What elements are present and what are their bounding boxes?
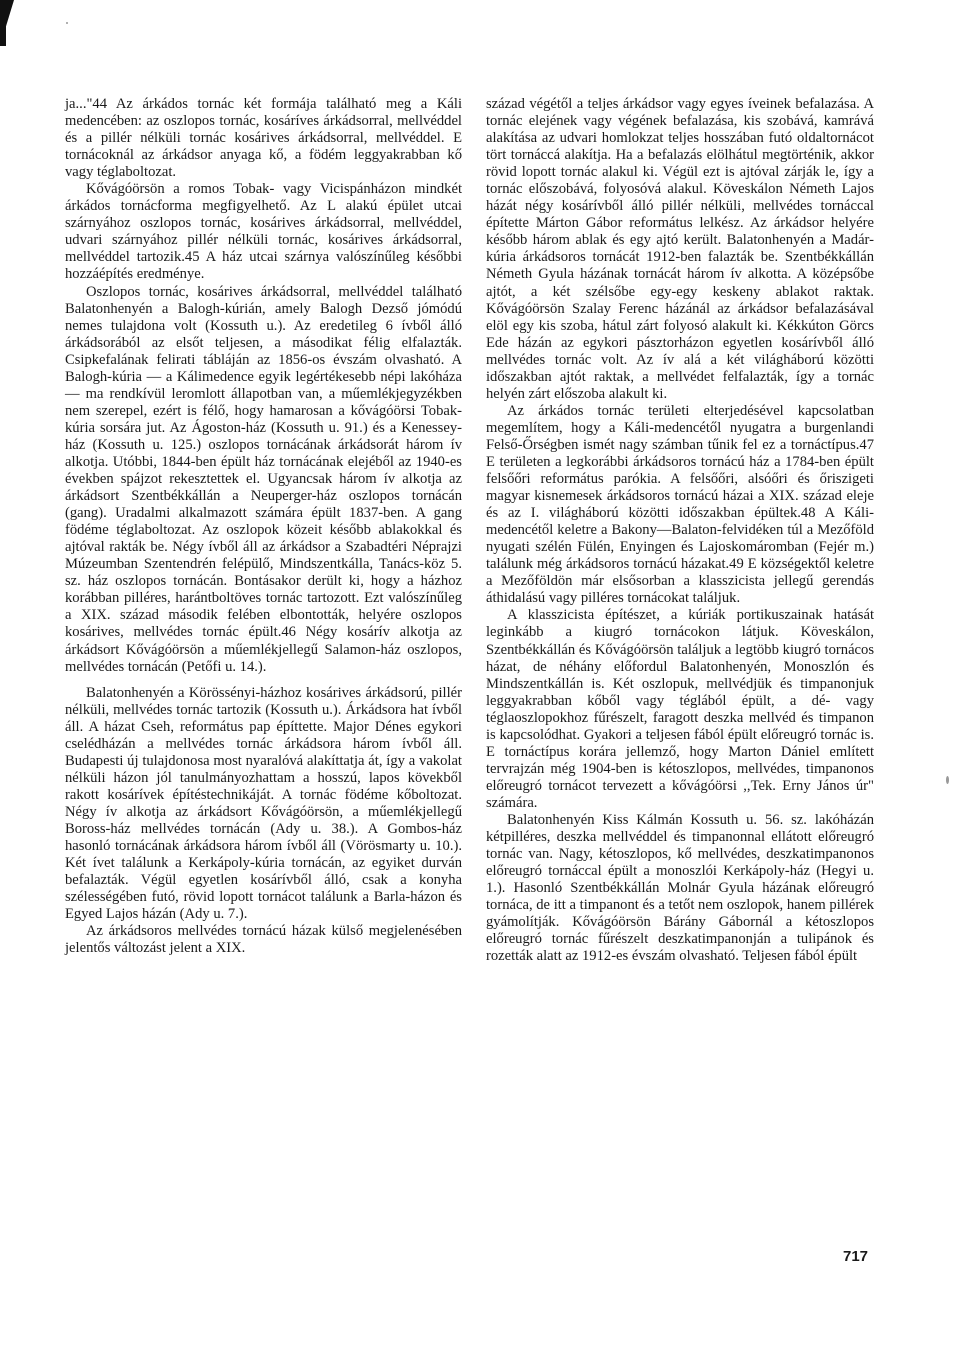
page-number: 717 [843, 1248, 869, 1265]
paragraph: Az árkádsoros mellvédes tornácú házak külső megjelenésében jelentős változást jelent a XIX. [65, 923, 462, 957]
left-column [65, 96, 462, 957]
right-column [486, 96, 874, 965]
paragraph: Kővágóörsön a romos Tobak- vagy Vicispánházon mindkét árkádos tornácforma megfigyelhető. Az L alakú épület utcai szárnyához oszlopos tornác, kosárives árkádsorral, mellvéddel, udvari szárnyához pillér nélküli tornác, kosárives árkádsorral, mellvéddel tartozik.45 A ház utcai szárnya valószínűleg későbbi hozzáépítés eredménye. [65, 181, 462, 283]
paragraph: Oszlopos tornác, kosárives árkádsorral, mellvéddel található Balatonhenyén a Balogh-kúrián, amely Balogh Dezső jómódú nemes tulajdona volt (Kossuth u.). Az eredetileg 6 ívből álló árkádsorából az elsőt teljesen, a másodikat félig elfalazták. Csipkefalának felirati tábláján az 1856-os évszám olvasható. A Balogh-kúria — a Kálimedence egyik legértékesebb népi lakóháza — ma rendkívül leromlott állapotban van, a műemlékjegyzékben nem szerepel, ezért is félő, hogy hamarosan a kővágóörsi Tobak-kúria sorsára jut. Az Ágoston-ház (Kossuth u. 91.) és a Kenessey-ház (Kossuth u. 125.) oszlopos tornácának árkádsorát három ív alkotja. Utóbbi, 1844-ben épült ház tornácának elejéből az 1940-es években spájzot rekesztettek el. Ugyancsak három ív alkotja az árkádsort Szentbékkállán a Neuperger-ház oszlopos tornácán (gang). Uradalmi alkalmazott számára épült 1837-ben. A gang födéme téglaboltozat. Az oszlopok közeit később ablakokkal és ajtóval rakták be. Négy ívből áll az árkádsor a Szabadtéri Néprajzi Múzeumban Szentendrén felépülő, Mindszentkálla, Tanács-köz 5. sz. ház oszlopos tornácán. Bontásakor derült ki, hogy a házhoz korábban pilléres, harántboltöves tornác tartozott. Ezt valószínűleg a XIX. század második felében elbontották, helyére oszlopos kosárives, mellvédes tornác épült.46 Négy kosárív alkotja az árkádsort Kővágóörsön a műemlékjellegű Salamon-ház oszlopos, mellvédes tornácán (Petőfi u. 14.). [65, 283, 462, 675]
scan-speck [946, 776, 949, 784]
paragraph: Balatonhenyén a Körössényi-házhoz kosárives árkádsorú, pillér nélküli, mellvédes tornác tartozik (Kossuth u.). Árkádsora hat ívből áll. A házat Cseh, református pap építtette. Major Dénes egykori cselédházán a mellvédes tornác árkádsora három ívből áll. Budapesti új tulajdonosa most nyaralóvá alakíttatja át, így a vakolat nélküli házon jól tanulmányozhattam a hosszú, lapos kövekből rakott kosárívek építéstechnikáját. A tornác födéme kőboltozat. Négy ív alkotja az árkádsort Kővágóörsön, a műemlékjellegű Boross-ház mellvédes tornácán (Ady u. 38.). A Gombos-ház hasonló tornácának árkádsora három ívből áll (Vörösmarty u. 10.). Két ívet találunk a Kerkápoly-kúria tornácán, az egyiket durván befalazták. Végül egyetlen kosárívből álló, csak a konyha szélességében futó, rövid lopott tornácot találunk a Barla-házon és Egyed Lajos házán (Ady u. 7.). [65, 684, 462, 923]
paragraph: A klasszicista építészet, a kúriák portikuszainak hatását leginkább a kiugró tornácokon látjuk. Köveskálon, Szentbékkállán és Kővágóörsön találjuk a legtöbb kiugró tornácos házat, de néhány előfordul Balatonhenyén, Monoszlón és Mindszentkállán is. Két oszlopuk, mellvédjük és timpanonjuk leggyakrabban kőből vagy téglából épült, a dé- vagy téglaoszlopokhoz fűrészelt, faragott deszka mellvéd és timpanon is kapcsolódhat. Gyakori a teljesen fából épült előreugró tornác is. E tornáctípus korára jellemző, hogy Marton Dániel említett tervrajzán még 1904-ben is kétoszlopos, mellvédes, timpanonos előreugró tornácot tervezett a kővágóörsi ,,Tek. Erny János úr" számára. [486, 607, 874, 811]
paragraph: Az árkádos tornác területi elterjedésével kapcsolatban megemlítem, hogy a Káli-medencétől nyugatra a burgenlandi Felső-Őrségben ismét nagy számban tűnik fel ez a tornáctípus.47 E területen a legkorábbi árkádsoros tornácú ház a 1784-ben épült felsőőri református parókia. A felsőőri, alsóőri és őriszigeti magyar kisnemesek árkádsoros tornácú házai a XIX. század eleje és az I. világháború közötti időszakban épültek.48 A Káli-medencétől keletre a Bakony—Balaton-felvidéken túl a Mezőföld nyugati szélén Fülén, Enyingen és Lajoskomáromban (Fejér m.) találunk még árkádsoros tornácú házakat.49 E községektől keletre a Mezőföldön már elsősorban a klasszicista jellegű gerendás áthidalású vagy pilléres tornácokat találjuk. [486, 402, 874, 607]
scan-speck [66, 22, 68, 24]
paragraph: Balatonhenyén Kiss Kálmán Kossuth u. 56. sz. lakóházán kétpilléres, deszka mellvéddel és timpanonnal ellátott előreugró tornác van. Nagy, kétoszlopos, kő mellvédes, deszkatimpanonos előreugró tornáccal épült a monoszlói Kerkápoly-ház (Hegyi u. 1.). Hasonló Szentbékkállán Molnár Gyula házának előreugró tornáca, de itt a timpanont és a tetőt nem oszlopok, hanem pillérek gyámolítják. Kővágóörsön Bárány Gábornál a kétoszlopos előreugró tornác fűrészelt deszkatimpanonján a tulipánok és rozetták alatt az 1912-es évszám olvasható. Teljesen fából épült [486, 811, 874, 965]
paragraph: század végétől a teljes árkádsor vagy egyes íveinek befalazása. A tornác elejének vagy végének befalazása, kis szobává, kamrává alakítása az udvari homlokzat teljes hosszában futó oldaltornácot tört tornáccá alakítja. Ha a befalazás elölhátul megtörténik, akkor rövid lopott tornác alakul ki. Végül ezt is ajtóval zárják le, így a tornác előszobává, folyosóvá alakul. Köveskálon Németh Lajos házát négy kosárívből álló pillér nélküli, mellvédes tornáccal építette Márton Gábor református lelkész. Az árkádsor helyére később három ablak és egy ajtó került. Balatonhenyén a Madár-kúria árkádsoros tornácát 1912-ben falazták be. Szentbékkállán Németh Gyula házának tornácát három ív alkotta. A középsőbe ajtót, a két szélsőbe egy-egy keskeny ablakot raktak. Kővágóörsön Szalay Ferenc házánál az árkádsor befalazásával elöl egy kis szoba, hátul zárt folyosó alakult ki. Kékkúton Görcs Ede házán az egykori pásztorházon egyetlen kosárívből álló mellvédes tornác volt. Az ív alá a két világháború közötti időszakban ajtót raktak, a mellvédet felfalazták, így a tornác helyén zárt előszoba alakult ki. [486, 96, 874, 402]
scan-corner-edge [0, 0, 6, 46]
paragraph: ja..."44 Az árkádos tornác két formája található meg a Káli medencében: az oszlopos tornác, kosáríves árkádsorral, mellvéddel és a pillér nélküli tornác kosárives árkádsorral, mellvéddel. E tornácoknál az árkádsor anyaga kő, a födém leggyakrabban kő vagy téglaboltozat. [65, 96, 462, 181]
